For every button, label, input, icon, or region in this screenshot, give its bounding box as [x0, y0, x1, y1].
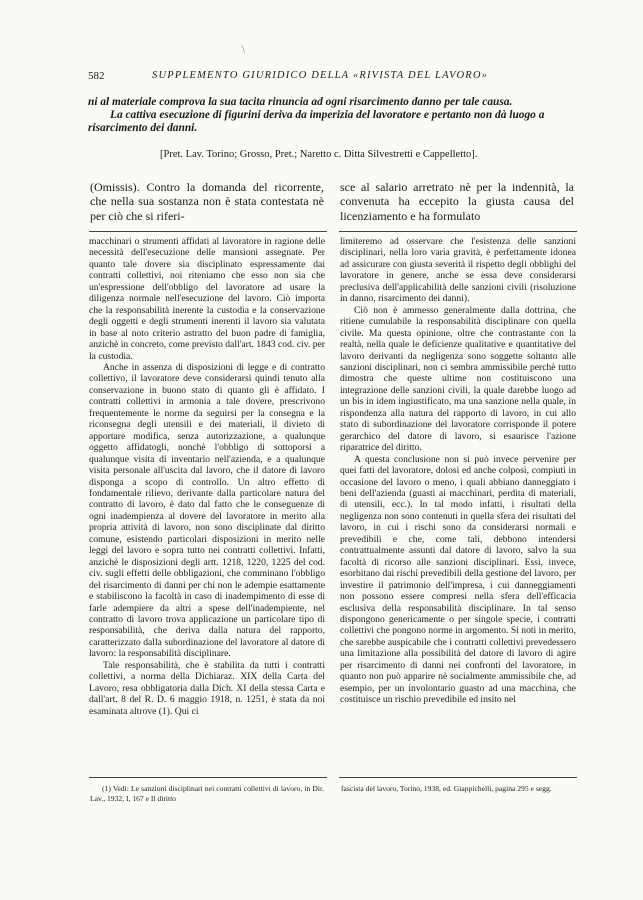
body-column-right: [340, 236, 576, 706]
body-column-left: [89, 236, 325, 717]
paragraph: Ciò non è ammesso generalmente dalla dottrina, che ritiene cumulabile la responsabilità disciplinare con quella civile. Ma questa opinione, oltre che contrastante con la realtà, nella quale le deficienze qualitative e quantitative del lavoro derivanti da negligenza sono soggette soltanto alle sanzioni disciplinari, non ci sembra ammissibile perchè tutto dimostra che queste ultime non costituiscono una integrazione delle sanzioni civili, la quale darebbe luogo ad un bis in idem ingiustificato, ma una sanzione nella quale, in rispondenza alla natura del rapporto di lavoro, in cui allo stato di subordinazione del lavoratore corrisponde il potere gerarchico del datore di lavoro, si esaurisce l'azione riparatrice del diritto.: [340, 304, 576, 454]
case-summary: [88, 96, 574, 136]
paragraph: Anche in assenza di disposizioni di legge e di contratto collettivo, il lavoratore deve considerarsi quindi tenuto alla conservazione in buono stato di quanto gli è affidato. I contratti collettivi in armonia a tale dovere, prescrivono frequentemente le norme da seguirsi per la consegna e la riconsegna degli utensili e dei materiali, il divieto di apportare modifica, senza autorizzazione, a qualunque oggetto affidatogli, nonchè l'obbligo di sottoporsi a qualunque visita di inventario nell'azienda, e a qualunque visita personale all'uscita dal lavoro, che il datore di lavoro disponga a scopo di controllo. Un altro effetto di fondamentale rilievo, derivante dalla particolare natura del contratto di lavoro, è dato dal fatto che le conseguenze di ogni inadempienza al dovere del lavoratore in merito alla propria attività di lavoro, non sono disciplinate dal diritto comune, esistendo particolari disposizioni in merito nelle leggi del lavoro e sopra tutto nei contratti collettivi. Infatti, anzichè le disposizioni degli artt. 1218, 1220, 1225 del cod. civ. sugli effetti delle obbligazioni, che comminano l'obbligo del risarcimento di danni per chi non le adempie esattamente e stabiliscono la facoltà in caso di inadempimento di esse di farle adempiere da altri a spese dell'inadempiente, nel contratto di lavoro trova applicazione un particolare tipo di responsabilità, che deriva dalla natura del rapporto, caratterizzato dalla subordinazione del lavoratore al datore di lavoro: la responsabilità disciplinare.: [89, 361, 325, 660]
page-number: 582: [88, 70, 105, 82]
paragraph: macchinari o strumenti affidati al lavoratore in ragione delle necessità dell'esecuzione delle mansioni assegnate. Per quanto tale dovere sia disciplinato espressamente dai contratti collettivi, noi riteniamo che esso non sia che un'espressione dell'obbligo del lavoratore ad usare la diligenza normale nell'esecuzione del lavoro. Ciò importa che la responsabilità inerente la custodia e la conservazione degli oggetti e degli strumenti inerenti il lavoro sia valutata in base al noto criterio astratto del buon padre di famiglia, anzichè in concreto, come previsto dall'art. 1843 cod. civ. per la custodia.: [89, 236, 325, 362]
summary-line-1: ni al materiale comprova la sua tacita rinuncia ad ogni risarcimento danno per tale causa.: [88, 96, 513, 108]
running-title: SUPPLEMENTO GIURIDICO DELLA «RIVISTA DEL LAVORO»: [152, 70, 489, 81]
paragraph: Tale responsabilità, che è stabilita da tutti i contratti collettivi, a norma della Dichiaraz. XIX della Carta del Lavoro, resa obbligatoria dalla Dich. XI della stessa Carta e dall'art. 8 del R. D. 6 maggio 1918, n. 1251, è stata da noi esaminata altrove (1). Qui ci: [89, 659, 325, 717]
scan-mark: /: [238, 42, 249, 56]
case-citation: [Pret. Lav. Torino; Grosso, Pret.; Naretto c. Ditta Silvestretti e Cappelletto].: [160, 149, 478, 160]
paragraph: A questa conclusione non si può invece pervenire per quei fatti del lavoratore, dolosi ed anche colposi, compiuti in occasione del lavoro o meno, i quali abbiano danneggiato i beni dell'azienda (guasti ai macchinari, perdita di materiali, di utensili, ecc.). In tal modo infatti, i risultati della negligenza non sono contenuti in quella sfera dei risultati del lavoro, in cui i rischi sono da considerarsi normali e prevedibili e che, come tali, debbono intendersi contrattualmente assunti dal datore di lavoro, salvo la sua facoltà di ricorso alle sanzioni disciplinari. Essi, invece, esorbitano dai rischi prevedibili della gestione del lavoro, per investire il patrimonio dell'impresa, i cui danneggiamenti non possono essere compresi nella sfera dell'efficacia esclusiva della responsabilità disciplinare. In tal senso dispongono genericamente o per singole specie, i contratti collettivi che pongono norme in argomento. Si noti in merito, che sarebbe auspicabile che i contratti collettivi prevedessero una limitazione alla possibilità del datore di lavoro di agire per risarcimento di danni nei confronti del lavoratore, in quanto non può apparire nè socialmente ammissibile che, ad esempio, per un involontario guasto ad una macchina, che costituisce un rischio prevedibile ed insito nel: [340, 453, 576, 706]
footnote-left: [90, 784, 324, 804]
lead-text-right: sce al salario arretrato nè per la indennità, la convenuta ha eccepito la giusta causa del licenziamento e ha formulato: [340, 180, 574, 223]
paragraph: limiteremo ad osservare che l'esistenza delle sanzioni disciplinari, nella loro varia gravità, è perfettamente idonea ad assicurare con giusta severità il rispetto degli obblighi del lavoratore in genere, anche se essa deve considerarsi preclusiva dell'applicabilità delle sanzioni civili (risoluzione in danno, risarcimento dei danni).: [340, 236, 576, 305]
footnote-divider-right: [339, 777, 577, 778]
divider-right: [339, 231, 577, 232]
footnote-divider-left: [89, 777, 327, 778]
footnote-text: fascista del lavoro, Torino, 1938, ed. Giappichelli, pagina 295 e segg.: [341, 784, 552, 793]
footnote-text: (1) Vedi: Le sanzioni disciplinari nei contratti collettivi di lavoro, in Dir. Lav., 1932, I, 167 e Il diritto: [90, 784, 324, 803]
divider-left: [89, 231, 327, 232]
lead-text-left: (Omissis). Contro la domanda del ricorrente, che nella sua sostanza non è stata contestata nè per ciò che si riferi-: [90, 180, 324, 223]
summary-line-2: La cattiva esecuzione di figurini deriva da imperizia del lavoratore e pertanto non dà luogo a risarcimento dei danni.: [88, 109, 545, 135]
footnote-right: [341, 784, 575, 794]
